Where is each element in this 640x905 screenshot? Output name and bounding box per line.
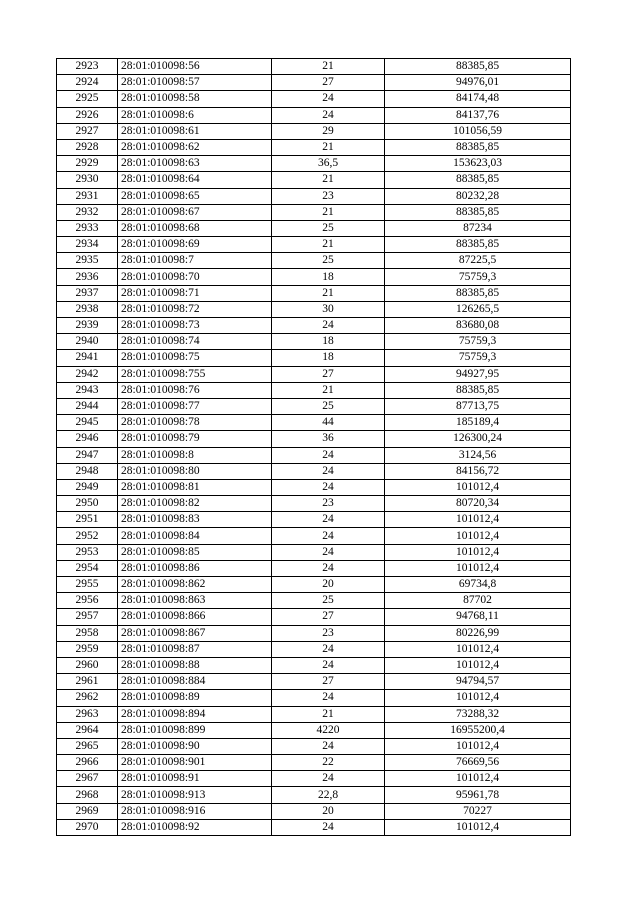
- row-number-cell: 2924: [57, 75, 118, 91]
- cadastral-number-cell: 28:01:010098:75: [118, 350, 272, 366]
- value-cell: 76669,56: [385, 755, 571, 771]
- area-cell: 21: [272, 172, 385, 188]
- table-row: [57, 755, 571, 771]
- area-cell: 25: [272, 253, 385, 269]
- area-cell: 24: [272, 738, 385, 754]
- cadastral-number-cell: 28:01:010098:62: [118, 139, 272, 155]
- row-number-cell: 2948: [57, 463, 118, 479]
- cadastral-number-cell: 28:01:010098:71: [118, 285, 272, 301]
- cadastral-number-cell: 28:01:010098:81: [118, 479, 272, 495]
- row-number-cell: 2943: [57, 382, 118, 398]
- value-cell: 73288,32: [385, 706, 571, 722]
- area-cell: 27: [272, 609, 385, 625]
- table-row: [57, 75, 571, 91]
- area-cell: 29: [272, 123, 385, 139]
- row-number-cell: 2949: [57, 479, 118, 495]
- value-cell: 75759,3: [385, 350, 571, 366]
- table-row: [57, 674, 571, 690]
- area-cell: 24: [272, 690, 385, 706]
- cadastral-number-cell: 28:01:010098:83: [118, 512, 272, 528]
- value-cell: 101012,4: [385, 479, 571, 495]
- cadastral-number-cell: 28:01:010098:56: [118, 59, 272, 75]
- cadastral-number-cell: 28:01:010098:755: [118, 366, 272, 382]
- value-cell: 101012,4: [385, 819, 571, 835]
- table-row: [57, 819, 571, 835]
- table-row: [57, 609, 571, 625]
- cadastral-number-cell: 28:01:010098:913: [118, 787, 272, 803]
- cadastral-number-cell: 28:01:010098:86: [118, 560, 272, 576]
- row-number-cell: 2926: [57, 107, 118, 123]
- row-number-cell: 2941: [57, 350, 118, 366]
- row-number-cell: 2931: [57, 188, 118, 204]
- area-cell: 24: [272, 447, 385, 463]
- table-row: [57, 220, 571, 236]
- value-cell: 84156,72: [385, 463, 571, 479]
- table-row: [57, 237, 571, 253]
- cadastral-number-cell: 28:01:010098:8: [118, 447, 272, 463]
- table-row: [57, 269, 571, 285]
- table-row: [57, 544, 571, 560]
- table-row: [57, 59, 571, 75]
- table-row: [57, 657, 571, 673]
- area-cell: 24: [272, 318, 385, 334]
- value-cell: 87702: [385, 593, 571, 609]
- cadastral-number-cell: 28:01:010098:7: [118, 253, 272, 269]
- value-cell: 3124,56: [385, 447, 571, 463]
- value-cell: 84174,48: [385, 91, 571, 107]
- cadastral-number-cell: 28:01:010098:82: [118, 496, 272, 512]
- table-row: [57, 91, 571, 107]
- area-cell: 24: [272, 819, 385, 835]
- cadastral-number-cell: 28:01:010098:61: [118, 123, 272, 139]
- row-number-cell: 2936: [57, 269, 118, 285]
- area-cell: 36: [272, 431, 385, 447]
- cadastral-number-cell: 28:01:010098:57: [118, 75, 272, 91]
- area-cell: 24: [272, 479, 385, 495]
- value-cell: 84137,76: [385, 107, 571, 123]
- cadastral-number-cell: 28:01:010098:89: [118, 690, 272, 706]
- table-body: [57, 59, 571, 836]
- row-number-cell: 2950: [57, 496, 118, 512]
- row-number-cell: 2964: [57, 722, 118, 738]
- table-row: [57, 690, 571, 706]
- area-cell: 22: [272, 755, 385, 771]
- cadastral-number-cell: 28:01:010098:78: [118, 415, 272, 431]
- row-number-cell: 2928: [57, 139, 118, 155]
- row-number-cell: 2933: [57, 220, 118, 236]
- row-number-cell: 2956: [57, 593, 118, 609]
- row-number-cell: 2945: [57, 415, 118, 431]
- area-cell: 21: [272, 139, 385, 155]
- cadastral-number-cell: 28:01:010098:63: [118, 156, 272, 172]
- cadastral-number-cell: 28:01:010098:916: [118, 803, 272, 819]
- area-cell: 18: [272, 334, 385, 350]
- row-number-cell: 2969: [57, 803, 118, 819]
- area-cell: 24: [272, 544, 385, 560]
- table-row: [57, 577, 571, 593]
- row-number-cell: 2947: [57, 447, 118, 463]
- area-cell: 27: [272, 366, 385, 382]
- value-cell: 69734,8: [385, 577, 571, 593]
- value-cell: 70227: [385, 803, 571, 819]
- row-number-cell: 2970: [57, 819, 118, 835]
- value-cell: 153623,03: [385, 156, 571, 172]
- value-cell: 101012,4: [385, 738, 571, 754]
- value-cell: 80226,99: [385, 625, 571, 641]
- value-cell: 101012,4: [385, 512, 571, 528]
- table-row: [57, 107, 571, 123]
- row-number-cell: 2942: [57, 366, 118, 382]
- row-number-cell: 2962: [57, 690, 118, 706]
- table-row: [57, 706, 571, 722]
- area-cell: 23: [272, 496, 385, 512]
- cadastral-number-cell: 28:01:010098:84: [118, 528, 272, 544]
- table-row: [57, 463, 571, 479]
- cadastral-number-cell: 28:01:010098:862: [118, 577, 272, 593]
- value-cell: 16955200,4: [385, 722, 571, 738]
- table-row: [57, 156, 571, 172]
- cadastral-number-cell: 28:01:010098:70: [118, 269, 272, 285]
- value-cell: 88385,85: [385, 139, 571, 155]
- area-cell: 21: [272, 204, 385, 220]
- area-cell: 4220: [272, 722, 385, 738]
- table-row: [57, 593, 571, 609]
- table-row: [57, 253, 571, 269]
- row-number-cell: 2951: [57, 512, 118, 528]
- row-number-cell: 2930: [57, 172, 118, 188]
- value-cell: 83680,08: [385, 318, 571, 334]
- row-number-cell: 2940: [57, 334, 118, 350]
- area-cell: 25: [272, 593, 385, 609]
- value-cell: 75759,3: [385, 269, 571, 285]
- area-cell: 30: [272, 301, 385, 317]
- value-cell: 101012,4: [385, 528, 571, 544]
- row-number-cell: 2953: [57, 544, 118, 560]
- row-number-cell: 2965: [57, 738, 118, 754]
- value-cell: 94794,57: [385, 674, 571, 690]
- row-number-cell: 2968: [57, 787, 118, 803]
- table-row: [57, 366, 571, 382]
- row-number-cell: 2960: [57, 657, 118, 673]
- value-cell: 75759,3: [385, 334, 571, 350]
- row-number-cell: 2967: [57, 771, 118, 787]
- cadastral-number-cell: 28:01:010098:64: [118, 172, 272, 188]
- cadastral-number-cell: 28:01:010098:58: [118, 91, 272, 107]
- row-number-cell: 2929: [57, 156, 118, 172]
- area-cell: 21: [272, 706, 385, 722]
- cadastral-number-cell: 28:01:010098:866: [118, 609, 272, 625]
- value-cell: 88385,85: [385, 204, 571, 220]
- area-cell: 20: [272, 577, 385, 593]
- value-cell: 80720,34: [385, 496, 571, 512]
- row-number-cell: 2963: [57, 706, 118, 722]
- table-row: [57, 447, 571, 463]
- table-row: [57, 318, 571, 334]
- area-cell: 18: [272, 269, 385, 285]
- table-row: [57, 382, 571, 398]
- area-cell: 21: [272, 237, 385, 253]
- table-row: [57, 625, 571, 641]
- area-cell: 24: [272, 560, 385, 576]
- row-number-cell: 2954: [57, 560, 118, 576]
- cadastral-number-cell: 28:01:010098:91: [118, 771, 272, 787]
- cadastral-number-cell: 28:01:010098:6: [118, 107, 272, 123]
- row-number-cell: 2946: [57, 431, 118, 447]
- table-row: [57, 512, 571, 528]
- area-cell: 21: [272, 59, 385, 75]
- value-cell: 101012,4: [385, 641, 571, 657]
- area-cell: 24: [272, 91, 385, 107]
- value-cell: 88385,85: [385, 59, 571, 75]
- cadastral-number-cell: 28:01:010098:92: [118, 819, 272, 835]
- value-cell: 101012,4: [385, 657, 571, 673]
- cadastral-number-cell: 28:01:010098:863: [118, 593, 272, 609]
- row-number-cell: 2959: [57, 641, 118, 657]
- value-cell: 101012,4: [385, 690, 571, 706]
- row-number-cell: 2958: [57, 625, 118, 641]
- row-number-cell: 2934: [57, 237, 118, 253]
- row-number-cell: 2955: [57, 577, 118, 593]
- cadastral-number-cell: 28:01:010098:74: [118, 334, 272, 350]
- value-cell: 94976,01: [385, 75, 571, 91]
- row-number-cell: 2932: [57, 204, 118, 220]
- row-number-cell: 2927: [57, 123, 118, 139]
- value-cell: 101012,4: [385, 771, 571, 787]
- row-number-cell: 2939: [57, 318, 118, 334]
- row-number-cell: 2923: [57, 59, 118, 75]
- row-number-cell: 2952: [57, 528, 118, 544]
- table-row: [57, 722, 571, 738]
- area-cell: 23: [272, 625, 385, 641]
- area-cell: 18: [272, 350, 385, 366]
- row-number-cell: 2957: [57, 609, 118, 625]
- value-cell: 95961,78: [385, 787, 571, 803]
- table-row: [57, 172, 571, 188]
- cadastral-number-cell: 28:01:010098:884: [118, 674, 272, 690]
- table-row: [57, 398, 571, 414]
- value-cell: 101012,4: [385, 560, 571, 576]
- cadastral-number-cell: 28:01:010098:90: [118, 738, 272, 754]
- table-row: [57, 641, 571, 657]
- value-cell: 88385,85: [385, 382, 571, 398]
- table-row: [57, 771, 571, 787]
- row-number-cell: 2937: [57, 285, 118, 301]
- value-cell: 87713,75: [385, 398, 571, 414]
- cadastral-number-cell: 28:01:010098:72: [118, 301, 272, 317]
- table-row: [57, 204, 571, 220]
- cadastral-number-cell: 28:01:010098:867: [118, 625, 272, 641]
- cadastral-number-cell: 28:01:010098:899: [118, 722, 272, 738]
- table-row: [57, 787, 571, 803]
- value-cell: 94768,11: [385, 609, 571, 625]
- area-cell: 23: [272, 188, 385, 204]
- table-row: [57, 139, 571, 155]
- value-cell: 87234: [385, 220, 571, 236]
- row-number-cell: 2938: [57, 301, 118, 317]
- value-cell: 88385,85: [385, 285, 571, 301]
- cadastral-number-cell: 28:01:010098:80: [118, 463, 272, 479]
- table-row: [57, 496, 571, 512]
- cadastral-number-cell: 28:01:010098:901: [118, 755, 272, 771]
- table-row: [57, 431, 571, 447]
- table-row: [57, 528, 571, 544]
- value-cell: 126265,5: [385, 301, 571, 317]
- area-cell: 24: [272, 463, 385, 479]
- cadastral-number-cell: 28:01:010098:76: [118, 382, 272, 398]
- row-number-cell: 2961: [57, 674, 118, 690]
- table-row: [57, 479, 571, 495]
- value-cell: 101012,4: [385, 544, 571, 560]
- table-row: [57, 301, 571, 317]
- area-cell: 44: [272, 415, 385, 431]
- area-cell: 25: [272, 398, 385, 414]
- area-cell: 24: [272, 528, 385, 544]
- table-row: [57, 123, 571, 139]
- area-cell: 27: [272, 674, 385, 690]
- cadastral-number-cell: 28:01:010098:87: [118, 641, 272, 657]
- cadastral-number-cell: 28:01:010098:69: [118, 237, 272, 253]
- row-number-cell: 2966: [57, 755, 118, 771]
- area-cell: 27: [272, 75, 385, 91]
- area-cell: 24: [272, 107, 385, 123]
- row-number-cell: 2935: [57, 253, 118, 269]
- cadastral-number-cell: 28:01:010098:67: [118, 204, 272, 220]
- cadastral-number-cell: 28:01:010098:88: [118, 657, 272, 673]
- table-row: [57, 415, 571, 431]
- cadastral-number-cell: 28:01:010098:68: [118, 220, 272, 236]
- value-cell: 80232,28: [385, 188, 571, 204]
- value-cell: 101056,59: [385, 123, 571, 139]
- area-cell: 36,5: [272, 156, 385, 172]
- area-cell: 20: [272, 803, 385, 819]
- area-cell: 24: [272, 771, 385, 787]
- area-cell: 22,8: [272, 787, 385, 803]
- table-row: [57, 285, 571, 301]
- value-cell: 185189,4: [385, 415, 571, 431]
- value-cell: 87225,5: [385, 253, 571, 269]
- value-cell: 126300,24: [385, 431, 571, 447]
- cadastral-number-cell: 28:01:010098:65: [118, 188, 272, 204]
- area-cell: 24: [272, 512, 385, 528]
- row-number-cell: 2944: [57, 398, 118, 414]
- value-cell: 88385,85: [385, 172, 571, 188]
- cadastral-value-table: [56, 58, 571, 836]
- area-cell: 25: [272, 220, 385, 236]
- table-row: [57, 334, 571, 350]
- area-cell: 21: [272, 285, 385, 301]
- cadastral-number-cell: 28:01:010098:85: [118, 544, 272, 560]
- value-cell: 94927,95: [385, 366, 571, 382]
- value-cell: 88385,85: [385, 237, 571, 253]
- table-row: [57, 560, 571, 576]
- table-row: [57, 738, 571, 754]
- cadastral-number-cell: 28:01:010098:77: [118, 398, 272, 414]
- area-cell: 21: [272, 382, 385, 398]
- cadastral-number-cell: 28:01:010098:894: [118, 706, 272, 722]
- row-number-cell: 2925: [57, 91, 118, 107]
- table-row: [57, 350, 571, 366]
- table-row: [57, 803, 571, 819]
- table-row: [57, 188, 571, 204]
- area-cell: 24: [272, 657, 385, 673]
- cadastral-number-cell: 28:01:010098:73: [118, 318, 272, 334]
- cadastral-number-cell: 28:01:010098:79: [118, 431, 272, 447]
- area-cell: 24: [272, 641, 385, 657]
